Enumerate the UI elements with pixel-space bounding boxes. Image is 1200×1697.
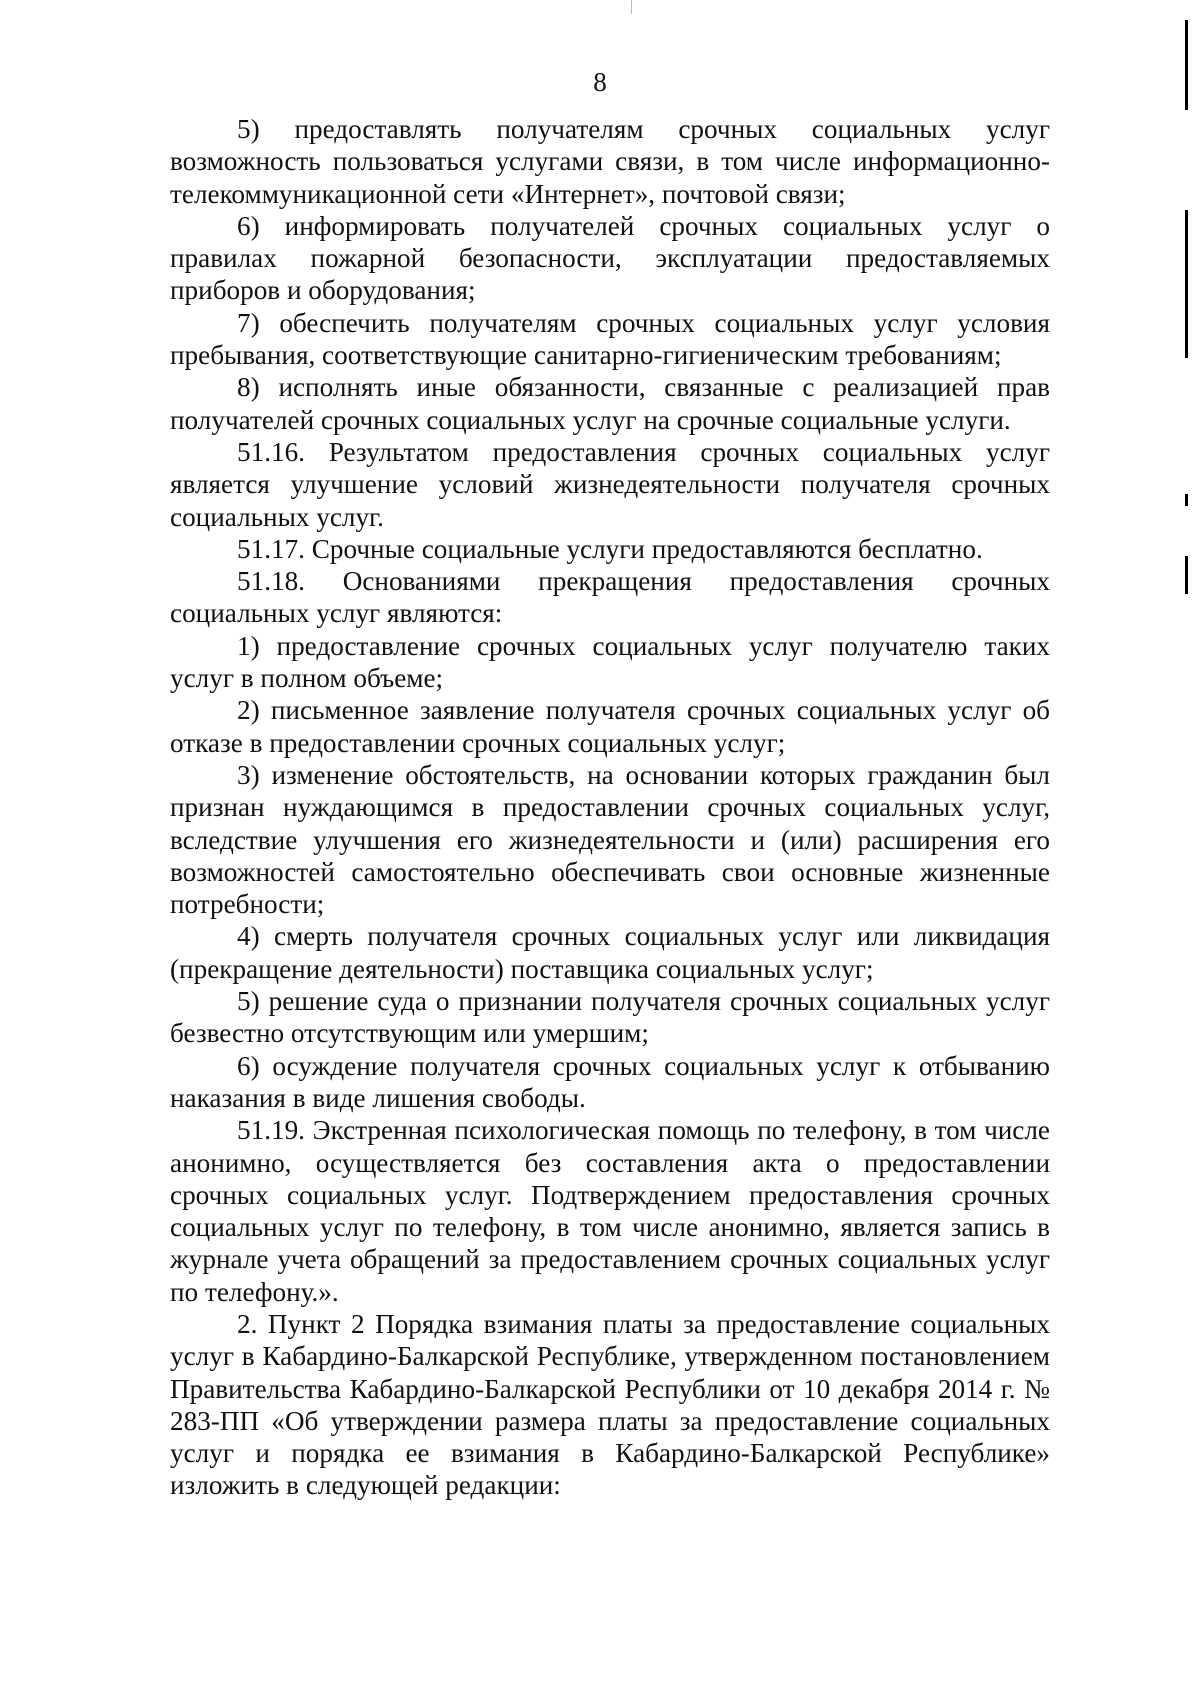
scan-artifact: [631, 0, 632, 14]
document-body: [170, 113, 1050, 1502]
paragraph-ground-6: 6) осуждение получателя срочных социальных услуг к отбыванию наказания в виде лишения свободы.: [170, 1050, 1050, 1113]
paragraph-item-5: 5) предоставлять получателям срочных социальных услуг возможность пользоваться услугами связи, в том числе информационно-телекоммуникационной сети «Интернет», почтовой связи;: [170, 114, 1050, 209]
paragraph-51-19: 51.19. Экстренная психологическая помощь по телефону, в том числе анонимно, осуществляется без составления акта о предоставлении срочных социальных услуг. Подтверждением предоставления срочных социальных услуг по телефону, в том числе анонимно, является запись в журнале учета обращений за предоставлением срочных социальных услуг по телефону.».: [170, 1115, 1050, 1307]
scan-edge-mark: [1185, 556, 1188, 594]
paragraph-ground-5: 5) решение суда о признании получателя срочных социальных услуг безвестно отсутствующим или умершим;: [170, 986, 1050, 1049]
paragraph-51-16: 51.16. Результатом предоставления срочных социальных услуг является улучшение условий жизнедеятельности получателя срочных социальных услуг.: [170, 436, 1050, 532]
scan-edge-mark: [1185, 494, 1188, 506]
paragraph-item-8: 8) исполнять иные обязанности, связанные с реализацией прав получателей срочных социальных услуг на срочные социальные услуги.: [170, 372, 1050, 435]
paragraph-section-2: 2. Пункт 2 Порядка взимания платы за предоставление социальных услуг в Кабардино-Балкарской Республике, утвержденном постановлением Правительства Кабардино-Балкарской Республики от 10 декабря 2014 г. № 283-ПП «Об утверждении размера платы за предоставление социальных услуг и порядка ее взимания в Кабардино-Балкарской Республике» изложить в следующей редакции:: [170, 1308, 1050, 1501]
paragraph-ground-1: 1) предоставление срочных социальных услуг получателю таких услуг в полном объеме;: [170, 630, 1050, 694]
paragraph-ground-2: 2) письменное заявление получателя срочных социальных услуг об отказе в предоставлении срочных социальных услуг;: [170, 695, 1050, 758]
paragraph-item-6: 6) информировать получателей срочных социальных услуг о правилах пожарной безопасности, эксплуатации предоставляемых приборов и оборудования;: [170, 210, 1050, 306]
paragraph-ground-4: 4) смерть получателя срочных социальных услуг или ликвидация (прекращение деятельности) поставщика социальных услуг;: [170, 921, 1050, 984]
paragraph-ground-3: 3) изменение обстоятельств, на основании которых гражданин был признан нуждающимся в предоставлении срочных социальных услуг, вследствие улучшения его жизнедеятельности и (или) расширения его возможностей самостоятельно обеспечивать свои основные жизненные потребности;: [170, 759, 1050, 920]
page-number: 8: [593, 67, 607, 97]
scan-edge-mark: [1185, 20, 1188, 110]
paragraph-51-17: 51.17. Срочные социальные услуги предоставляются бесплатно.: [237, 533, 983, 564]
paragraph-51-18: 51.18. Основаниями прекращения предоставления срочных социальных услуг являются:: [170, 566, 1050, 629]
paragraph-item-7: 7) обеспечить получателям срочных социальных услуг условия пребывания, соответствующие санитарно-гигиеническим требованиям;: [170, 307, 1050, 371]
scan-edge-mark: [1185, 210, 1188, 358]
